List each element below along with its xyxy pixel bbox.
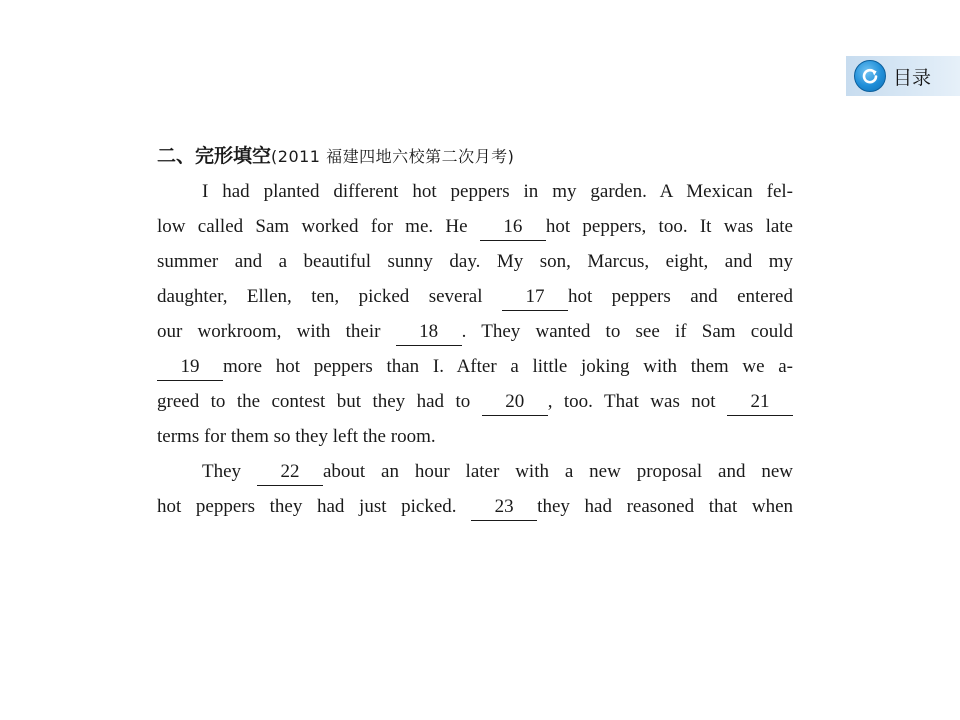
text-line: our workroom, with their 18 . They wanted to see if Sam could (157, 314, 793, 349)
text-line: I had planted different hot peppers in my garden. A Mexican fel- (202, 181, 793, 202)
text-line: hot peppers they had just picked. 23 they had reasoned that when (157, 489, 793, 524)
text-line: They 22 about an hour later with a new proposal and new (157, 454, 793, 489)
text-line: 19 more hot peppers than I. After a little joking with them we a- (157, 349, 793, 384)
blank-16: 16 (480, 214, 546, 241)
paragraph-2 (157, 454, 793, 524)
toc-label: 目录 (893, 66, 932, 89)
paragraph-1 (157, 174, 793, 454)
blank-17: 17 (502, 284, 568, 311)
section-heading (157, 138, 793, 174)
return-arrow-icon (854, 60, 886, 92)
table-of-contents-button[interactable] (846, 56, 960, 96)
blank-22: 22 (257, 459, 323, 486)
text-line: low called Sam worked for me. He 16 hot peppers, too. It was late (157, 209, 793, 244)
text-line: daughter, Ellen, ten, picked several 17 hot peppers and entered (157, 279, 793, 314)
text-line: summer and a beautiful sunny day. My son, Marcus, eight, and my (157, 251, 793, 272)
text-line: terms for them so they left the room. (157, 426, 436, 447)
section-source: (2011 福建四地六校第二次月考) (271, 147, 515, 166)
blank-23: 23 (471, 494, 537, 521)
blank-21: 21 (727, 389, 793, 416)
text-line: greed to the contest but they had to 20 , too. That was not 21 (157, 384, 793, 419)
blank-18: 18 (396, 319, 462, 346)
exercise-content (157, 138, 793, 524)
section-title: 二、完形填空 (157, 145, 272, 167)
blank-20: 20 (482, 389, 548, 416)
blank-19: 19 (157, 354, 223, 381)
